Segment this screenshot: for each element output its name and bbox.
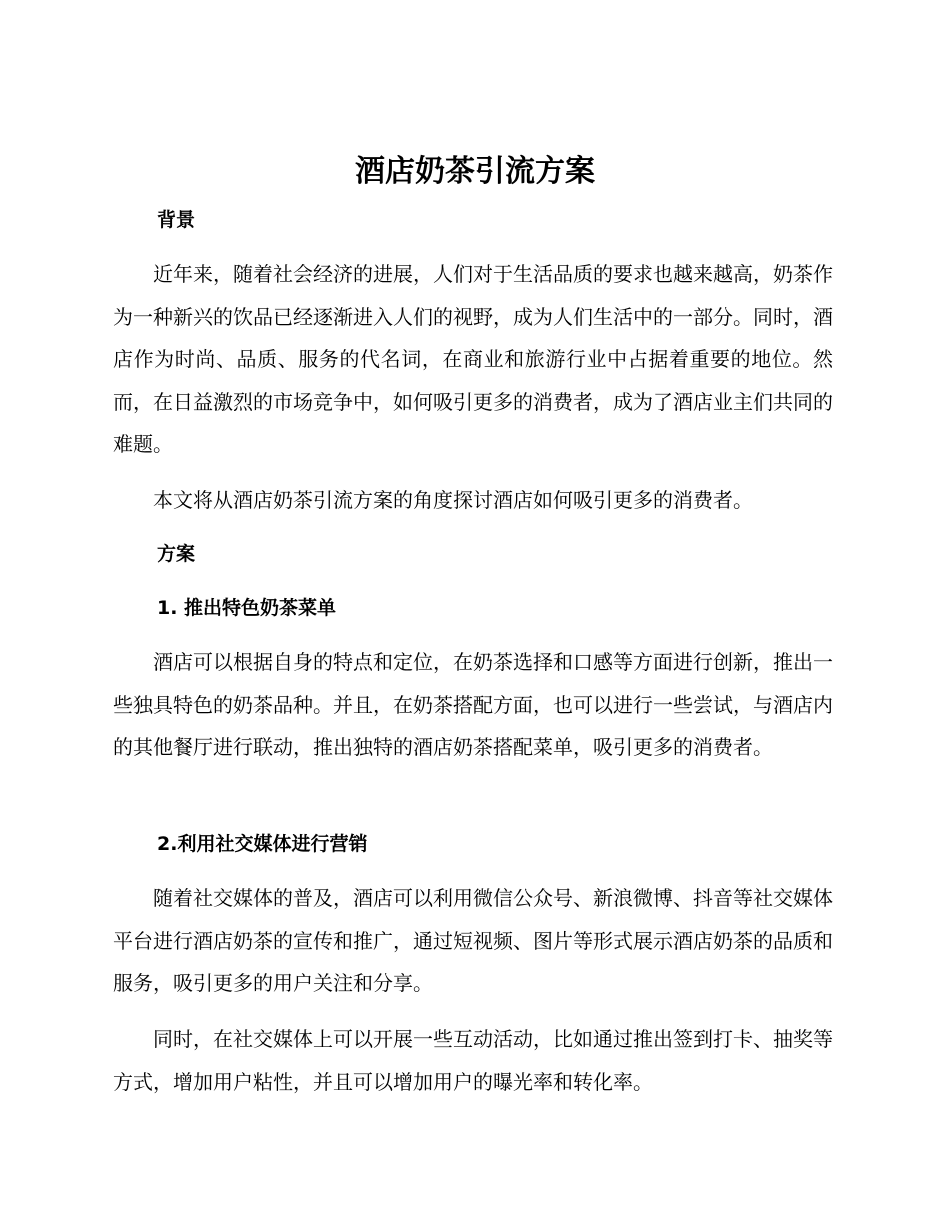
heading-plan: 方案 — [157, 543, 196, 565]
heading-item-1: 1. 推出特色奶茶菜单 — [157, 597, 337, 619]
paragraph-item-1: 酒店可以根据自身的特点和定位，在奶茶选择和口感等方面进行创新，推出一些独具特色的奶茶品种。并且，在奶茶搭配方面，也可以进行一些尝试，与酒店内的其他餐厅进行联动，推出独特的酒店奶茶搭配菜单，吸引更多的消费者。 — [113, 650, 833, 759]
heading-background: 背景 — [157, 209, 196, 231]
heading-item-2: 2.利用社交媒体进行营销 — [157, 833, 368, 855]
paragraph-item-2-1: 随着社交媒体的普及，酒店可以利用微信公众号、新浪微博、抖音等社交媒体平台进行酒店奶茶的宣传和推广，通过短视频、图片等形式展示酒店奶茶的品质和服务，吸引更多的用户关注和分享。 — [113, 886, 833, 995]
paragraph-background-1: 近年来，随着社会经济的进展，人们对于生活品质的要求也越来越高，奶茶作为一种新兴的饮品已经逐渐进入人们的视野，成为人们生活中的一部分。同时，酒店作为时尚、品质、服务的代名词，在商业和旅游行业中占据着重要的地位。然而，在日益激烈的市场竞争中，如何吸引更多的消费者，成为了酒店业主们共同的难题。 — [113, 262, 833, 456]
paragraph-background-2: 本文将从酒店奶茶引流方案的角度探讨酒店如何吸引更多的消费者。 — [153, 488, 753, 512]
document-title: 酒店奶茶引流方案 — [355, 154, 595, 189]
paragraph-item-2-2: 同时，在社交媒体上可以开展一些互动活动，比如通过推出签到打卡、抽奖等方式，增加用户粘性，并且可以增加用户的曝光率和转化率。 — [113, 1027, 833, 1094]
